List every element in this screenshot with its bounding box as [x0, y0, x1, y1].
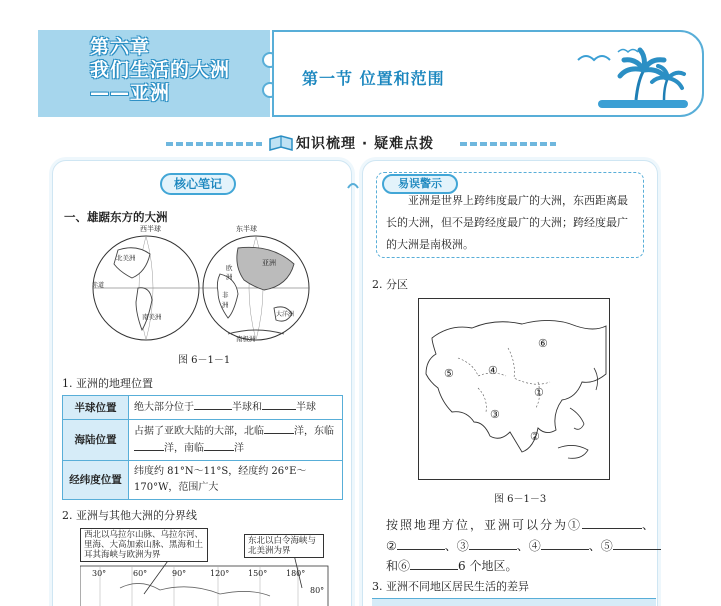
table-row [63, 420, 343, 461]
asia-regions-map [418, 298, 610, 480]
subheading-regions: 2. 分区 [372, 278, 408, 291]
table-row [63, 461, 343, 500]
chapter-title: 我们生活的大洲 [90, 59, 231, 81]
table-row [63, 396, 343, 420]
answer-line-3: 和⑥ 6 个地区。 [386, 559, 518, 573]
map1-label-east: 东半球 [236, 225, 257, 233]
location-table [62, 395, 343, 500]
core-notes-pill: 核心笔记 [160, 173, 236, 195]
map1-label-equator: 赤道 [92, 282, 105, 289]
map1-label-eu1: 欧 [226, 264, 233, 272]
chapter-number: 第六章 [90, 36, 151, 58]
map2-tick: 90° [172, 569, 187, 578]
banner-dash-right [460, 142, 556, 146]
section-header [272, 30, 704, 117]
map1-label-asia: 亚洲 [262, 259, 276, 267]
map1-label-af1: 非 [222, 291, 229, 299]
boundary-note-west: 西北以乌拉尔山脉、乌拉尔河、里海、大高加索山脉、黑海和土耳其海峡与欧洲为界 [80, 528, 208, 562]
left-heading: 一、雄踞东方的大洲 [64, 210, 168, 224]
map1-label-sa: 南美洲 [142, 313, 162, 321]
answer-line-1: 按照地理方位，亚洲可以分为① 、 [386, 518, 657, 532]
subheading-differences: 3. 亚洲不同地区居民生活的差异 [372, 580, 529, 593]
hemisphere-map [88, 226, 318, 346]
answer-line-2: ② 、③ 、④ 、⑤ [386, 537, 661, 554]
map1-label-na: 北美洲 [116, 254, 136, 262]
map2-tick: 180° [286, 569, 306, 578]
region-number-3: ③ [490, 408, 500, 421]
differences-table-header [372, 598, 656, 606]
book-icon [268, 133, 294, 153]
row-value: 纬度约 81°N～11°S，经度约 26°E～170°W，范围广大 [129, 461, 343, 500]
region-number-1: ① [534, 386, 544, 399]
region-number-6: ⑥ [538, 337, 548, 350]
panel-connector-icon [346, 180, 360, 190]
map1-label-eu2: 洲 [226, 273, 233, 281]
map2-tick: 80° [310, 586, 325, 595]
map1-label-west: 西半球 [140, 225, 161, 233]
map1-label-af2: 洲 [222, 301, 229, 309]
boundary-note-east: 东北以白令海峡与北美洲为界 [244, 534, 324, 558]
map1-label-oceania: 大洋洲 [276, 311, 295, 318]
map2-tick: 150° [248, 569, 268, 578]
section-title: 第一节 位置和范围 [302, 69, 445, 88]
row-value: 占据了亚欧大陆的大部，北临 洋，东临洋，南临 洋 [129, 420, 343, 461]
section-banner [166, 133, 556, 153]
figure-caption-3: 图 6－1－3 [494, 494, 547, 505]
chapter-banner [38, 30, 270, 117]
map1-label-antarctica: 南极洲 [236, 335, 256, 343]
row-key: 半球位置 [63, 396, 129, 420]
warning-pill: 易误警示 [382, 174, 458, 194]
region-number-4: ④ [488, 364, 498, 377]
banner-title: 知识梳理 · 疑难点拨 [296, 136, 435, 152]
region-number-2: ② [530, 430, 540, 443]
subheading-location: 1. 亚洲的地理位置 [62, 377, 153, 390]
subheading-boundary: 2. 亚洲与其他大洲的分界线 [62, 509, 197, 522]
map2-tick: 120° [210, 569, 230, 578]
row-key: 海陆位置 [63, 420, 129, 461]
map2-tick: 60° [133, 569, 148, 578]
figure-caption-1: 图 6－1－1 [178, 355, 231, 366]
map2-tick: 30° [92, 569, 107, 578]
region-number-5: ⑤ [444, 367, 454, 380]
warning-text: 亚洲是世界上跨纬度最广的大洲，东西距离最长的大洲，但不是跨经度最广的大洲；跨经度最广的大洲是南极洲。 [386, 194, 628, 251]
chapter-subtitle: ——亚洲 [90, 82, 171, 104]
row-key: 经纬度位置 [63, 461, 129, 500]
palm-island-icon [558, 42, 688, 112]
banner-dash-left [166, 142, 262, 146]
row-value: 绝大部分位于 半球和 半球 [129, 396, 343, 420]
